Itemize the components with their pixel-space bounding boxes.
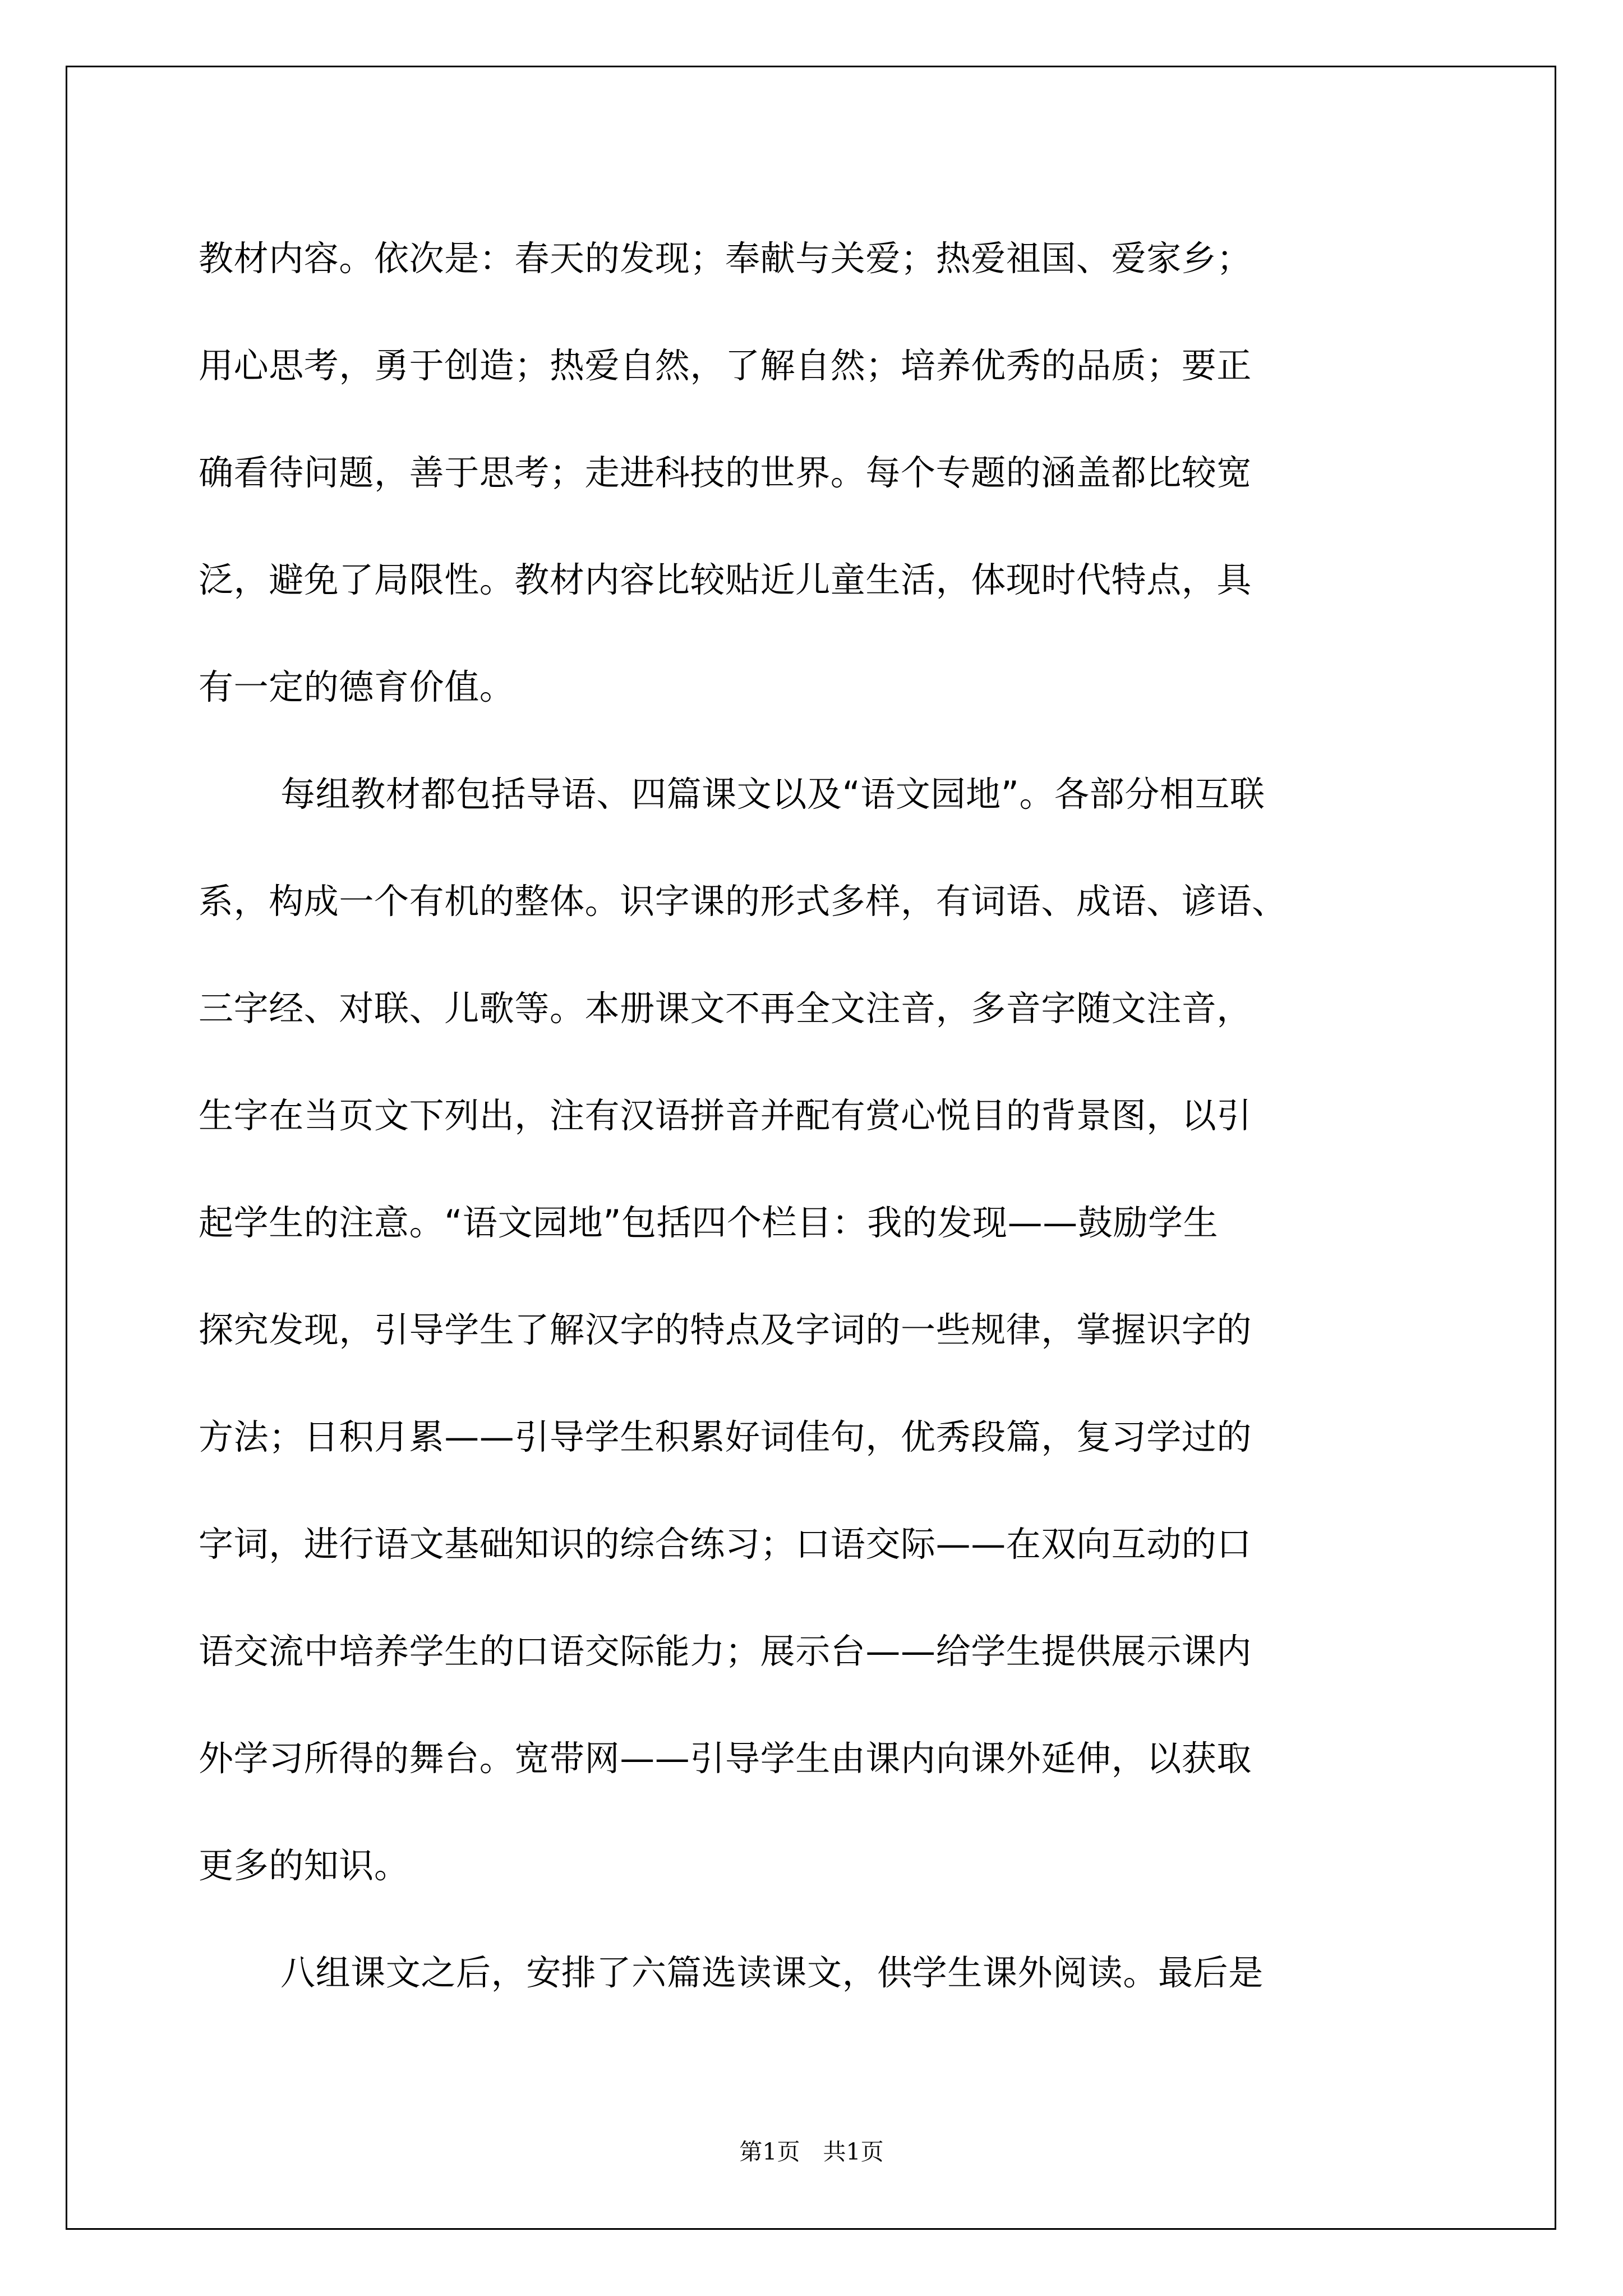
text-line: 泛，避免了局限性。教材内容比较贴近儿童生活，体现时代特点，具 — [199, 559, 1252, 600]
text-line: 探究发现，引导学生了解汉字的特点及字词的一些规律，掌握识字的 — [199, 1309, 1252, 1350]
text-line: 起学生的注意。“语文园地”包括四个栏目：我的发现——鼓励学生 — [199, 1202, 1219, 1243]
document-body — [199, 205, 1441, 2026]
text-line: 语交流中培养学生的口语交际能力；展示台——给学生提供展示课内 — [199, 1631, 1252, 1672]
text-line: 教材内容。依次是：春天的发现；奉献与关爱；热爱祖国、爱家乡； — [199, 238, 1252, 279]
text-line: 外学习所得的舞台。宽带网——引导学生由课内向课外延伸，以获取 — [199, 1738, 1252, 1779]
text-line: 有一定的德育价值。 — [199, 666, 515, 707]
paragraph-start-line: 八组课文之后，安排了六篇选读课文，供学生课外阅读。最后是 — [280, 1952, 1264, 1993]
text-line: 更多的知识。 — [199, 1845, 409, 1886]
page-footer: 第1页 共1页 — [739, 2138, 884, 2165]
text-line: 生字在当页文下列出，注有汉语拼音并配有赏心悦目的背景图，以引 — [199, 1095, 1252, 1136]
text-line: 字词，进行语文基础知识的综合练习；口语交际——在双向互动的口 — [199, 1524, 1252, 1565]
text-line: 确看待问题，善于思考；走进科技的世界。每个专题的涵盖都比较宽 — [199, 452, 1252, 493]
text-line: 三字经、对联、儿歌等。本册课文不再全文注音，多音字随文注音， — [199, 988, 1252, 1029]
text-line: 用心思考，勇于创造；热爱自然，了解自然；培养优秀的品质；要正 — [199, 345, 1252, 386]
text-line: 方法；日积月累——引导学生积累好词佳句，优秀段篇，复习学过的 — [199, 1416, 1252, 1457]
text-line: 系，构成一个有机的整体。识字课的形式多样，有词语、成语、谚语、 — [199, 881, 1287, 922]
paragraph-start-line: 每组教材都包括导语、四篇课文以及“语文园地”。各部分相互联 — [280, 774, 1265, 815]
